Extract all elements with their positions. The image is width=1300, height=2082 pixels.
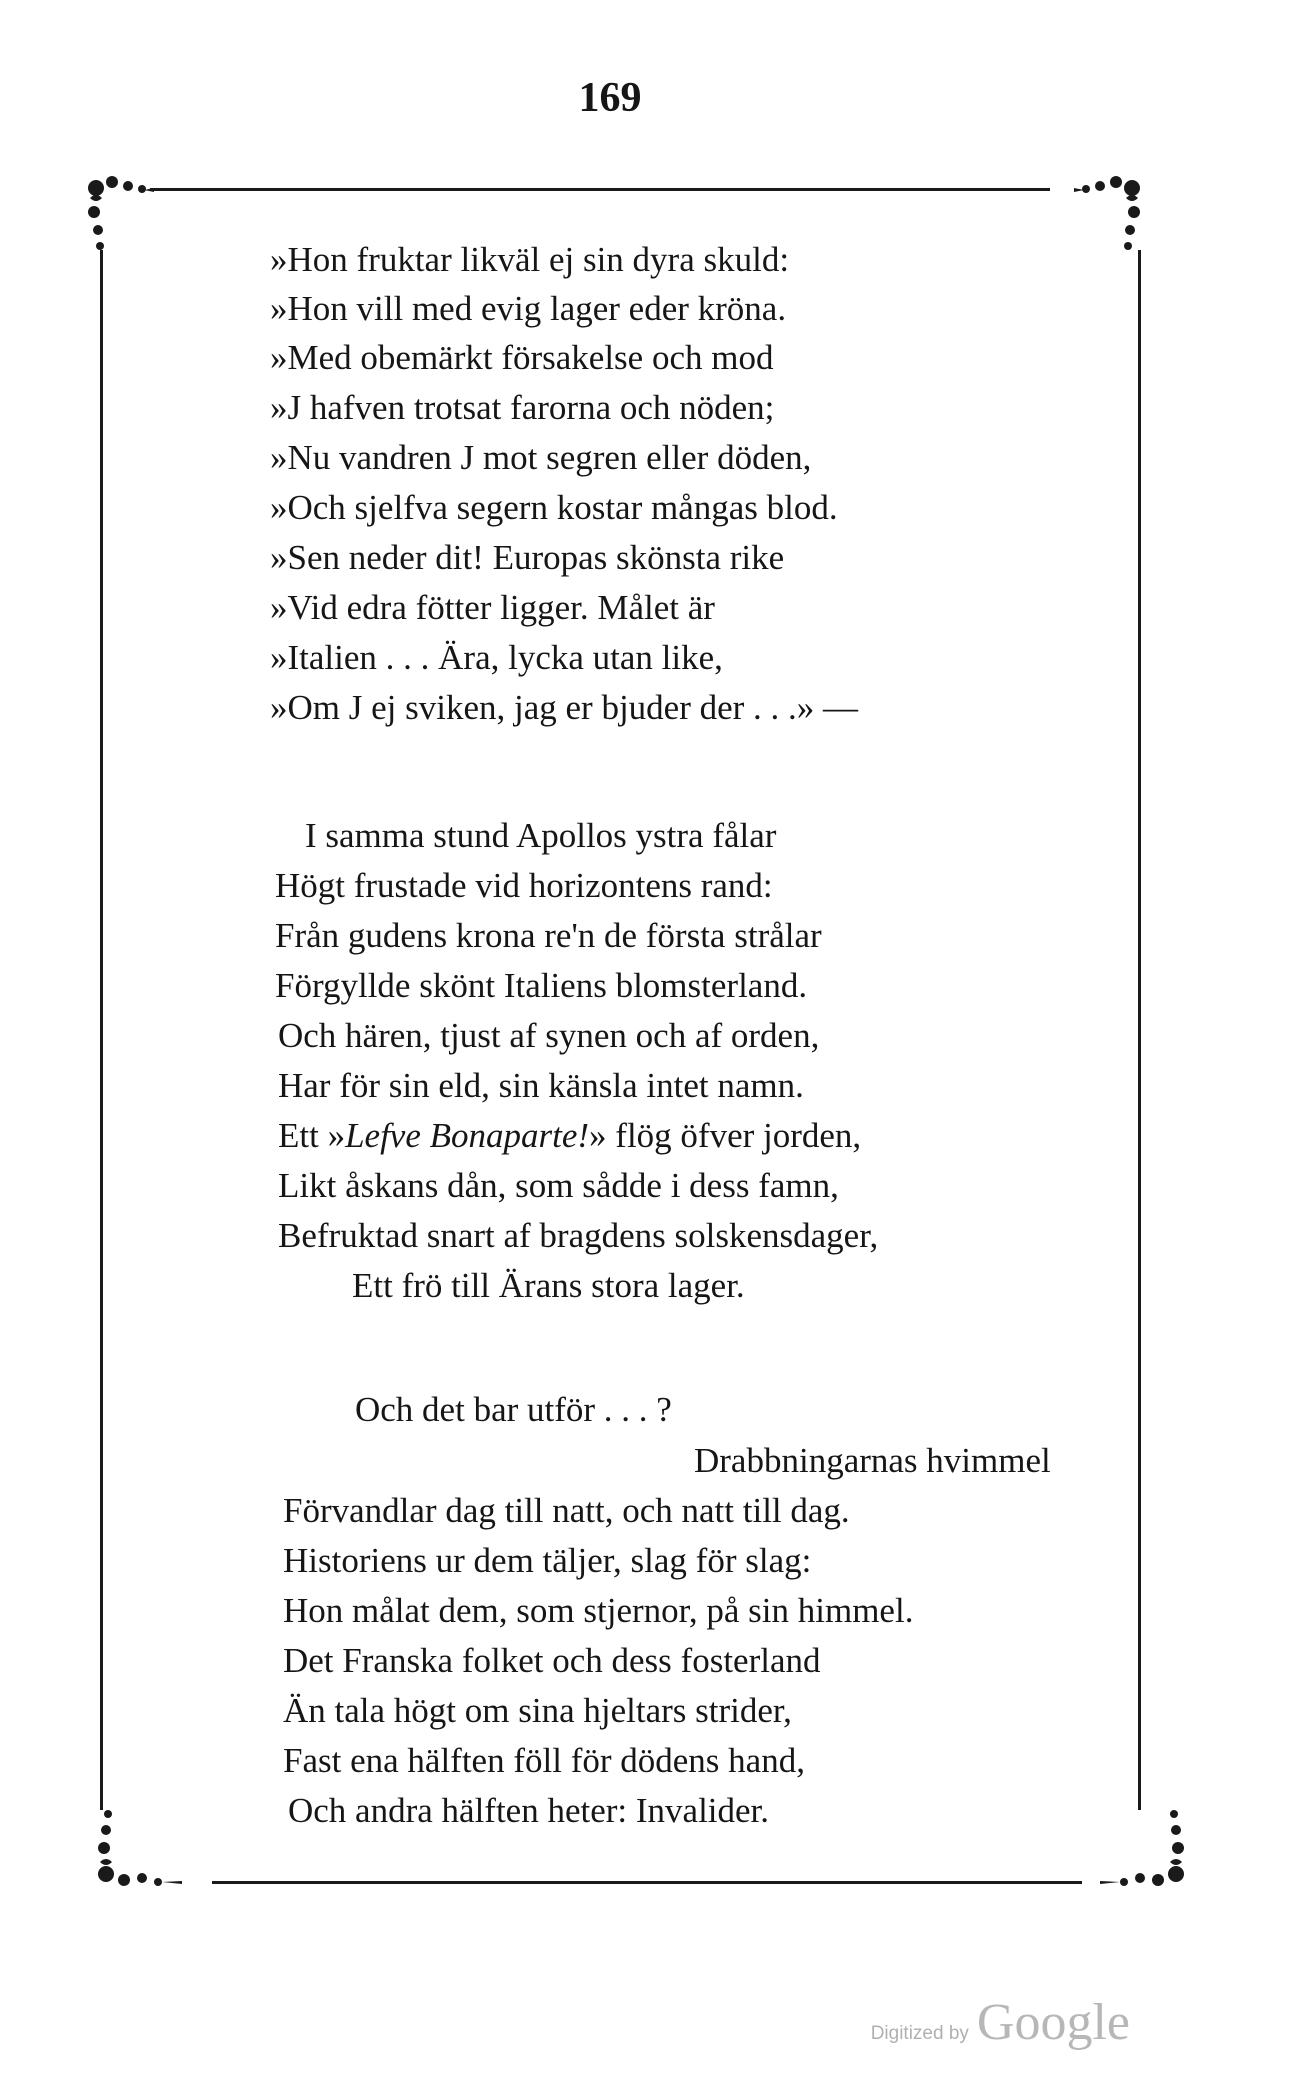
verse-line: Än tala högt om sina hjeltars strider, bbox=[283, 1691, 792, 1730]
frame-top-rule bbox=[150, 188, 1050, 191]
verse-line: Historiens ur dem täljer, slag för slag: bbox=[283, 1541, 812, 1580]
verse-line: Det Franska folket och dess fosterland bbox=[283, 1641, 821, 1680]
verse-line: »Sen neder dit! Europas skönsta rike bbox=[270, 538, 785, 577]
verse-line: »J hafven trotsat farorna och nöden; bbox=[270, 388, 775, 427]
verse-line: »Hon fruktar likväl ej sin dyra skuld: bbox=[270, 240, 790, 279]
verse-line: Förgyllde skönt Italiens blomsterland. bbox=[275, 966, 808, 1005]
corner-ornament-bottom-right-icon bbox=[1066, 1800, 1191, 1895]
verse-line: Och andra hälften heter: Invalider. bbox=[288, 1791, 770, 1830]
verse-line-prefix: Ett » bbox=[278, 1116, 346, 1155]
italic-exclamation: Lefve Bonaparte! bbox=[345, 1116, 590, 1155]
verse-line: Fast ena hälften föll för dödens hand, bbox=[283, 1741, 805, 1780]
frame-left-rule bbox=[100, 250, 103, 1810]
verse-line: Har för sin eld, sin känsla intet namn. bbox=[278, 1066, 804, 1105]
verse-line: Förvandlar dag till natt, och natt till dag. bbox=[283, 1491, 850, 1530]
verse-line: »Om J ej sviken, jag er bjuder der . . .» — bbox=[270, 688, 859, 727]
verse-line: »Och sjelfva segern kostar mångas blod. bbox=[270, 488, 838, 527]
verse-line: »Italien . . . Ära, lycka utan like, bbox=[270, 638, 723, 677]
page-number: 169 bbox=[578, 75, 642, 121]
frame-right-rule bbox=[1138, 250, 1141, 1810]
verse-line: »Nu vandren J mot segren eller döden, bbox=[270, 438, 812, 477]
verse-line-suffix: » flög öfver jorden, bbox=[589, 1116, 862, 1155]
verse-line: Från gudens krona re'n de första strålar bbox=[275, 916, 822, 955]
verse-line: Ett frö till Ärans stora lager. bbox=[352, 1266, 745, 1305]
verse-line: Drabbningarnas hvimmel bbox=[694, 1441, 1051, 1480]
watermark-prefix: Digitized by bbox=[870, 2023, 969, 2044]
verse-line: »Vid edra fötter ligger. Målet är bbox=[270, 588, 715, 627]
verse-line: »Hon vill med evig lager eder kröna. bbox=[270, 289, 787, 328]
verse-line: »Med obemärkt försakelse och mod bbox=[270, 338, 774, 377]
verse-line: Och hären, tjust af synen och af orden, bbox=[278, 1016, 820, 1055]
frame-bottom-rule bbox=[212, 1881, 1082, 1884]
verse-line: Hon målat dem, som stjernor, på sin himmel. bbox=[283, 1591, 914, 1630]
digitization-watermark bbox=[871, 1993, 1130, 2052]
verse-line-italic-exclamation bbox=[278, 1116, 861, 1156]
corner-ornament-bottom-left-icon bbox=[92, 1800, 217, 1895]
verse-line: I samma stund Apollos ystra fålar bbox=[305, 816, 777, 855]
verse-line: Likt åskans dån, som sådde i dess famn, bbox=[278, 1166, 839, 1205]
watermark-brand: Google bbox=[976, 1994, 1130, 2051]
corner-ornament-top-right-icon bbox=[1046, 168, 1146, 263]
verse-line: Och det bar utför . . . ? bbox=[355, 1390, 672, 1429]
verse-line: Högt frustade vid horizontens rand: bbox=[275, 866, 773, 905]
corner-ornament-top-left-icon bbox=[82, 168, 182, 263]
verse-line: Befruktad snart af bragdens solskensdager, bbox=[278, 1216, 879, 1255]
